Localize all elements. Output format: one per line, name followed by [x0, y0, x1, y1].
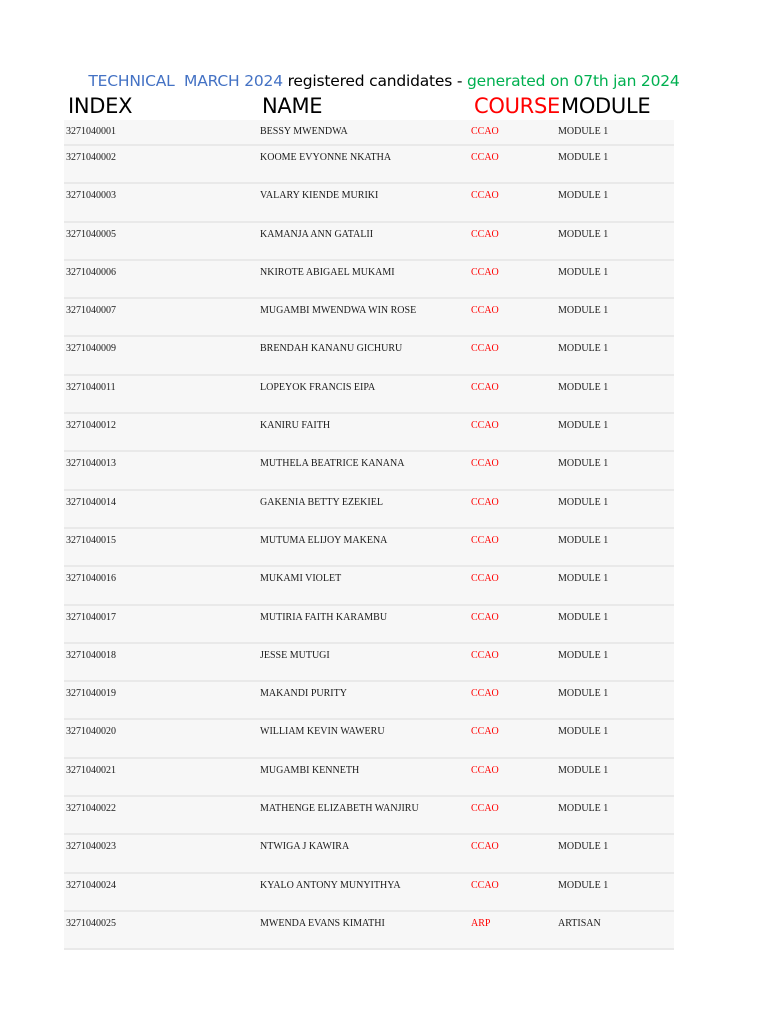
table-row — [64, 184, 674, 222]
cell-index: 3271040012 — [66, 420, 116, 432]
cell-module: MODULE 1 — [558, 305, 609, 317]
cell-index: 3271040007 — [66, 305, 116, 317]
table-row — [64, 452, 674, 490]
table-row — [64, 720, 674, 758]
cell-module: MODULE 1 — [558, 126, 609, 137]
table-row — [64, 682, 674, 720]
cell-index: 3271040018 — [66, 649, 116, 661]
cell-module: MODULE 1 — [558, 803, 609, 815]
cell-course: CCAO — [471, 534, 499, 546]
cell-course: CCAO — [471, 803, 499, 815]
cell-index: 3271040019 — [66, 688, 116, 700]
cell-name: KANIRU FAITH — [260, 420, 331, 432]
table-row — [64, 529, 674, 567]
cell-course: CCAO — [471, 573, 499, 585]
title-registered-candidates: registered candidates - — [287, 72, 467, 90]
cell-course: CCAO — [471, 611, 499, 623]
cell-index: 3271040003 — [66, 190, 116, 202]
table-row — [64, 261, 674, 299]
cell-name: MUGAMBI MWENDWA WIN ROSE — [260, 305, 417, 317]
cell-index: 3271040024 — [66, 879, 116, 891]
cell-name: MWENDA EVANS KIMATHI — [260, 917, 385, 929]
cell-index: 3271040006 — [66, 266, 116, 278]
cell-module: MODULE 1 — [558, 496, 609, 508]
table-row — [64, 337, 674, 375]
cell-module: ARTISAN — [558, 917, 601, 929]
table-row — [64, 606, 674, 644]
cell-index: 3271040016 — [66, 573, 116, 585]
header-course: COURSE — [474, 94, 560, 118]
cell-index: 3271040023 — [66, 841, 116, 853]
title-generated-date: generated on 07th jan 2024 — [467, 72, 680, 90]
table-row — [64, 120, 674, 146]
cell-name: MAKANDI PURITY — [260, 688, 347, 700]
cell-module: MODULE 1 — [558, 688, 609, 700]
cell-course: CCAO — [471, 496, 499, 508]
table-row — [64, 146, 674, 184]
cell-index: 3271040009 — [66, 343, 116, 355]
cell-name: MUKAMI VIOLET — [260, 573, 342, 585]
cell-index: 3271040005 — [66, 228, 116, 240]
table-row — [64, 759, 674, 797]
cell-index: 3271040013 — [66, 458, 116, 470]
cell-name: BESSY MWENDWA — [260, 126, 348, 137]
header-module: MODULE — [561, 94, 651, 118]
cell-course: CCAO — [471, 190, 499, 202]
cell-course: CCAO — [471, 841, 499, 853]
cell-name: JESSE MUTUGI — [260, 649, 330, 661]
cell-course: CCAO — [471, 764, 499, 776]
document-title — [0, 72, 768, 90]
cell-module: MODULE 1 — [558, 573, 609, 585]
cell-course: CCAO — [471, 649, 499, 661]
cell-index: 3271040001 — [66, 126, 116, 137]
cell-module: MODULE 1 — [558, 420, 609, 432]
cell-course: ARP — [471, 917, 491, 929]
title-technical-march: TECHNICAL MARCH 2024 — [88, 72, 283, 90]
cell-name: MUTHELA BEATRICE KANANA — [260, 458, 405, 470]
cell-index: 3271040017 — [66, 611, 116, 623]
cell-name: KOOME EVYONNE NKATHA — [260, 152, 392, 163]
cell-course: CCAO — [471, 343, 499, 355]
header-index: INDEX — [68, 94, 133, 118]
cell-course: CCAO — [471, 381, 499, 393]
cell-course: CCAO — [471, 266, 499, 278]
table-row — [64, 797, 674, 835]
cell-course: CCAO — [471, 688, 499, 700]
cell-name: NTWIGA J KAWIRA — [260, 841, 350, 853]
cell-name: KAMANJA ANN GATALII — [260, 228, 374, 240]
cell-module: MODULE 1 — [558, 343, 609, 355]
cell-name: WILLIAM KEVIN WAWERU — [260, 726, 385, 738]
cell-module: MODULE 1 — [558, 381, 609, 393]
cell-name: BRENDAH KANANU GICHURU — [260, 343, 403, 355]
cell-course: CCAO — [471, 305, 499, 317]
cell-module: MODULE 1 — [558, 841, 609, 853]
cell-index: 3271040015 — [66, 534, 116, 546]
table-row — [64, 874, 674, 912]
cell-course: CCAO — [471, 420, 499, 432]
cell-name: NKIROTE ABIGAEL MUKAMI — [260, 266, 395, 278]
cell-course: CCAO — [471, 228, 499, 240]
cell-module: MODULE 1 — [558, 190, 609, 202]
table-row — [64, 644, 674, 682]
cell-module: MODULE 1 — [558, 266, 609, 278]
cell-index: 3271040011 — [66, 381, 116, 393]
table-row — [64, 299, 674, 337]
table-row — [64, 912, 674, 950]
cell-module: MODULE 1 — [558, 879, 609, 891]
cell-name: MUGAMBI KENNETH — [260, 764, 360, 776]
cell-name: KYALO ANTONY MUNYITHYA — [260, 879, 401, 891]
candidates-table — [64, 120, 674, 950]
table-row — [64, 567, 674, 605]
cell-index: 3271040020 — [66, 726, 116, 738]
table-row — [64, 491, 674, 529]
cell-course: CCAO — [471, 152, 499, 163]
cell-module: MODULE 1 — [558, 534, 609, 546]
cell-index: 3271040022 — [66, 803, 116, 815]
cell-name: GAKENIA BETTY EZEKIEL — [260, 496, 383, 508]
cell-module: MODULE 1 — [558, 764, 609, 776]
cell-index: 3271040002 — [66, 152, 116, 163]
cell-module: MODULE 1 — [558, 458, 609, 470]
cell-course: CCAO — [471, 879, 499, 891]
cell-index: 3271040014 — [66, 496, 116, 508]
cell-module: MODULE 1 — [558, 152, 609, 163]
table-row — [64, 376, 674, 414]
cell-name: LOPEYOK FRANCIS EIPA — [260, 381, 376, 393]
cell-module: MODULE 1 — [558, 228, 609, 240]
cell-module: MODULE 1 — [558, 726, 609, 738]
table-row — [64, 414, 674, 452]
cell-course: CCAO — [471, 458, 499, 470]
cell-name: VALARY KIENDE MURIKI — [260, 190, 379, 202]
cell-course: CCAO — [471, 726, 499, 738]
cell-name: MUTIRIA FAITH KARAMBU — [260, 611, 388, 623]
cell-module: MODULE 1 — [558, 649, 609, 661]
table-row — [64, 835, 674, 873]
cell-name: MUTUMA ELIJOY MAKENA — [260, 534, 388, 546]
cell-name: MATHENGE ELIZABETH WANJIRU — [260, 803, 419, 815]
table-row — [64, 223, 674, 261]
cell-index: 3271040021 — [66, 764, 116, 776]
header-name: NAME — [262, 94, 323, 118]
cell-index: 3271040025 — [66, 917, 116, 929]
cell-module: MODULE 1 — [558, 611, 609, 623]
cell-course: CCAO — [471, 126, 499, 137]
